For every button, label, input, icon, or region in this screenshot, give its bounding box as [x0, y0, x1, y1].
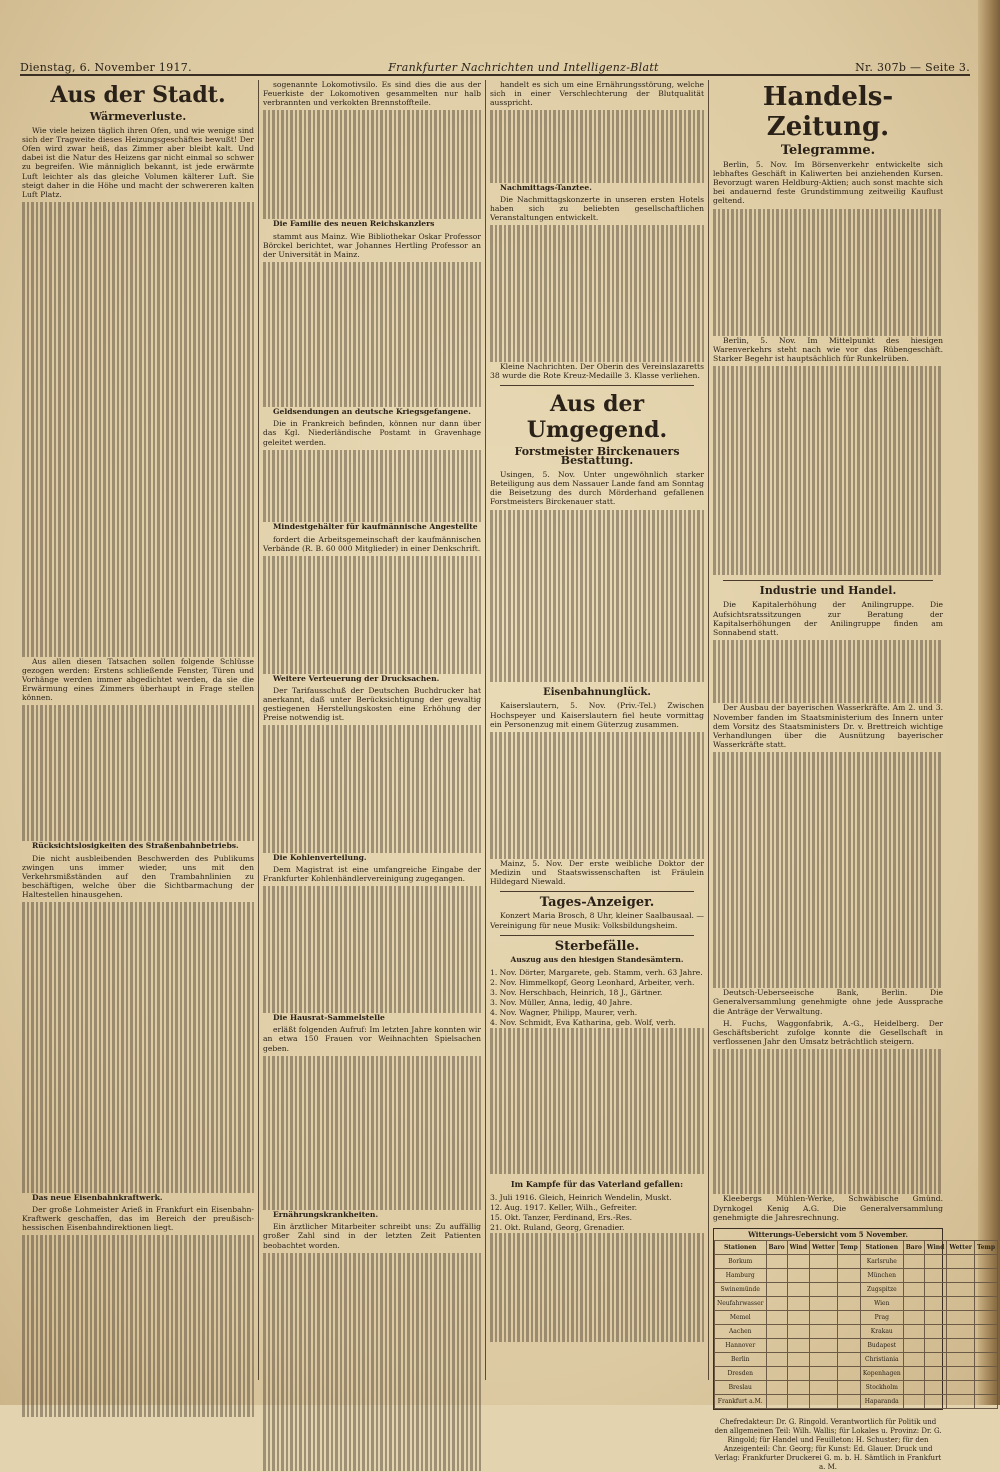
- table-cell: Hannover: [715, 1338, 767, 1352]
- list-item: 3. Nov. Müller, Anna, ledig, 40 Jahre.: [490, 998, 633, 1008]
- table-cell: [837, 1338, 860, 1352]
- article-paragraph: Die in Frankreich befinden, können nur dann über das Kgl. Niederländische Postamt in Gravenhage geleitet werden.: [263, 419, 481, 447]
- article-paragraph: Kleebergs Mühlen-Werke, Schwäbische Gmünd. Dyrnkogel Kenig A.G. Die Generalversammlung genehmigte die Jahresrechnung.: [713, 1194, 943, 1222]
- table-cell: [837, 1380, 860, 1394]
- list-item: 3. Nov. Herschbach, Heinrich, 18 J., Gärtner.: [490, 987, 663, 997]
- table-cell: [787, 1394, 809, 1408]
- table-cell: [947, 1324, 975, 1338]
- article-paragraph: Mainz, 5. Nov. Der erste weibliche Doktor der Medizin und Staatswissenschaften ist Fräulein Hildegard Niewald.: [490, 859, 704, 887]
- table-cell: Stockholm: [860, 1380, 903, 1394]
- table-cell: [924, 1296, 946, 1310]
- list-item: 1. Nov. Dörter, Margarete, geb. Stamm, verh. 63 Jahre.: [490, 967, 703, 977]
- table-cell: [924, 1324, 946, 1338]
- table-cell: [903, 1380, 924, 1394]
- table-cell: [837, 1254, 860, 1268]
- table-cell: [766, 1324, 787, 1338]
- table-cell: [810, 1282, 838, 1296]
- article-title: Eisenbahnunglück.: [543, 687, 651, 699]
- article-paragraph: Aus allen diesen Tatsachen sollen folgende Schlüsse gezogen werden: Erstens schließende Fenster, Türen und Vorhänge werden immer abgedichtet werden, da sie die Erwärmung eines Zimmers überhaupt in Frage stellen können.: [22, 656, 254, 702]
- article-keyword: Die Familie des neuen Reichskanzlers: [273, 219, 435, 229]
- article-keyword: Weitere Verteuerung der Drucksachen.: [273, 673, 440, 683]
- table-cell: [974, 1352, 997, 1366]
- table-cell: [810, 1324, 838, 1338]
- table-cell: [810, 1366, 838, 1380]
- article-keyword: Die Hausrat-Sammelstelle: [273, 1013, 385, 1023]
- article-paragraph: Konzert Maria Brosch, 8 Uhr, kleiner Saalbausaal. — Vereinigung für neue Musik: Volksbildungsheim.: [490, 911, 704, 930]
- table-cell: [766, 1366, 787, 1380]
- table-cell: [974, 1268, 997, 1282]
- filler-text-block: [490, 1028, 704, 1174]
- table-cell: [924, 1310, 946, 1324]
- table-cell: [947, 1380, 975, 1394]
- table-cell: [903, 1338, 924, 1352]
- table-row: [715, 1352, 998, 1366]
- list-item: 3. Juli 1916. Gleich, Heinrich Wendelin, Muskt.: [490, 1192, 672, 1202]
- article-paragraph: [263, 674, 481, 683]
- table-header: Baro: [766, 1240, 787, 1254]
- table-cell: [766, 1338, 787, 1352]
- table-row: [715, 1282, 998, 1296]
- table-cell: [903, 1324, 924, 1338]
- article-paragraph: Kaiserslautern, 5. Nov. (Priv.-Tel.) Zwischen Hochspeyer und Kaiserslautern fiel heute vormittag ein Personenzug mit einem Güterzug zusammen.: [490, 701, 704, 729]
- article-paragraph: [22, 1193, 254, 1202]
- article-keyword: Rücksichtslosigkeiten des Straßenbahnbetriebs.: [32, 841, 239, 851]
- article-keyword: Mindestgehälter für kaufmännische Angestellte: [273, 522, 478, 532]
- filler-text-block: [263, 450, 481, 523]
- table-row: [715, 1296, 998, 1310]
- article-paragraph: [263, 522, 481, 531]
- table-cell: Krakau: [860, 1324, 903, 1338]
- table-cell: Prag: [860, 1310, 903, 1324]
- table-cell: [903, 1254, 924, 1268]
- filler-text-block: [263, 1253, 481, 1471]
- filler-text-block: [713, 752, 943, 988]
- article-keyword: Geldsendungen an deutsche Kriegsgefangene.: [273, 407, 471, 417]
- table-cell: [974, 1254, 997, 1268]
- table-cell: [924, 1254, 946, 1268]
- column-3: [490, 80, 704, 1380]
- table-cell: [787, 1338, 809, 1352]
- filler-text-block: [713, 1049, 943, 1195]
- article-keyword: Ernährungskrankheiten.: [273, 1210, 379, 1220]
- weather-table-grid: [714, 1240, 998, 1409]
- article-keyword: Das neue Eisenbahnkraftwerk.: [32, 1192, 163, 1202]
- table-cell: [947, 1282, 975, 1296]
- article-paragraph: stammt aus Mainz. Wie Bibliothekar Oskar Professor Börckel berichtet, war Johannes Hertling Professor an der Universität in Mainz.: [263, 231, 481, 259]
- list-item: 12. Aug. 1917. Keller, Wilh., Gefreiter.: [490, 1203, 637, 1213]
- table-cell: [837, 1394, 860, 1408]
- table-header: Stationen: [860, 1240, 903, 1254]
- table-cell: [974, 1380, 997, 1394]
- table-cell: [787, 1324, 809, 1338]
- table-cell: [787, 1254, 809, 1268]
- filler-text-block: [22, 1235, 254, 1417]
- column-rule: [708, 80, 709, 1380]
- table-cell: [766, 1394, 787, 1408]
- list-item: 21. Okt. Ruland, Georg, Grenadier.: [490, 1223, 625, 1233]
- article-paragraph: fordert die Arbeitsgemeinschaft der kaufmännischen Verbände (R. B. 60 000 Mitglieder) in einer Denkschrift.: [263, 534, 481, 553]
- table-cell: Wien: [860, 1296, 903, 1310]
- table-row: [715, 1268, 998, 1282]
- table-cell: [947, 1366, 975, 1380]
- filler-text-block: [263, 556, 481, 674]
- table-cell: [787, 1296, 809, 1310]
- table-row: [715, 1254, 998, 1268]
- table-cell: [837, 1310, 860, 1324]
- article-paragraph: Der Tarifausschuß der Deutschen Buchdrucker hat anerkannt, daß unter Berücksichtigung der gewaltig gestiegenen Herstellungskosten eine Erhöhung der Preise notwendig ist.: [263, 686, 481, 723]
- filler-text-block: [263, 262, 481, 408]
- article-paragraph: [263, 219, 481, 228]
- table-cell: [810, 1338, 838, 1352]
- table-cell: [766, 1310, 787, 1324]
- table-cell: [947, 1268, 975, 1282]
- column-1: [22, 80, 254, 1380]
- table-cell: Borkum: [715, 1254, 767, 1268]
- filler-text-block: [263, 725, 481, 852]
- article-paragraph: Deutsch-Ueberseeische Bank, Berlin. Die Generalversammlung genehmigte ohne jede Aussprache die Anträge der Verwaltung.: [713, 988, 943, 1016]
- section-title-handels-zeitung: Handels-Zeitung.: [762, 82, 894, 142]
- table-cell: [947, 1338, 975, 1352]
- table-cell: Memel: [715, 1310, 767, 1324]
- weather-table-title: Witterungs-Uebersicht vom 5 November.: [748, 1229, 908, 1239]
- article-paragraph: Die Kapitalerhöhung der Anilingruppe. Die Aufsichtsratssitzungen zur Beratung der Kapitalserhöhungen der Anilingruppe finden am Sonnabend statt.: [713, 600, 943, 637]
- filler-text-block: [263, 1056, 481, 1211]
- table-cell: [924, 1366, 946, 1380]
- table-cell: [924, 1380, 946, 1394]
- table-cell: [924, 1352, 946, 1366]
- table-cell: [903, 1366, 924, 1380]
- table-header: Wetter: [810, 1240, 838, 1254]
- table-cell: [810, 1296, 838, 1310]
- table-cell: [903, 1394, 924, 1408]
- table-cell: Zugspitze: [860, 1282, 903, 1296]
- table-row: [715, 1324, 998, 1338]
- filler-text-block: [490, 1233, 704, 1342]
- table-header: Temp: [837, 1240, 860, 1254]
- filler-text-block: [22, 202, 254, 657]
- table-cell: [810, 1268, 838, 1282]
- table-cell: Berlin: [715, 1352, 767, 1366]
- table-header: Stationen: [715, 1240, 767, 1254]
- table-cell: [974, 1310, 997, 1324]
- article-paragraph: erläßt folgenden Aufruf: Im letzten Jahre konnten wir an etwa 150 Frauen vor Weihnachten Spielsachen geben.: [263, 1025, 481, 1053]
- table-cell: [947, 1296, 975, 1310]
- article-paragraph: [263, 853, 481, 862]
- table-cell: [787, 1310, 809, 1324]
- article-paragraph: Wie viele heizen täglich ihren Ofen, und wie wenige sind sich der Tragweite dieses Heizungsgeschäftes bewußt! Der Ofen wird zwar heiß, das Zimmer aber bleibt kalt. Und dabei ist die Natur des Heizens gar nicht einmal so schwer zu begreifen. Wie männiglich bekannt, ist jede erwärmte Luft leichter als das gleiche Volumen kälterer Luft. Sie steigt daher in die Höhe und macht der schwereren kalten Luft Platz.: [22, 126, 254, 199]
- table-header: Temp: [974, 1240, 997, 1254]
- section-divider: [500, 891, 694, 892]
- table-cell: Neufahrwasser: [715, 1296, 767, 1310]
- table-cell: [924, 1268, 946, 1282]
- table-cell: Aachen: [715, 1324, 767, 1338]
- article-paragraph: [490, 183, 704, 192]
- section-title-aus-der-stadt: Aus der Stadt.: [50, 82, 226, 108]
- article-paragraph: Die Nachmittagskonzerte in unseren ersten Hotels haben sich zu beliebten gesellschaftlichen Veranstaltungen entwickelt.: [490, 195, 704, 223]
- table-cell: Christiania: [860, 1352, 903, 1366]
- table-cell: [947, 1254, 975, 1268]
- list-item: 2. Nov. Himmelkopf, Georg Leonhard, Arbeiter, verh.: [490, 977, 695, 987]
- page-header: [20, 52, 970, 76]
- article-title-waermeverluste: Wärmeverluste.: [89, 110, 187, 123]
- table-header: Baro: [903, 1240, 924, 1254]
- filler-text-block: [490, 732, 704, 859]
- filler-text-block: [22, 902, 254, 1193]
- column-2: [263, 80, 481, 1380]
- weather-table: [713, 1228, 996, 1410]
- filler-text-block: [22, 705, 254, 841]
- article-title-industrie-und-handel: Industrie und Handel.: [759, 584, 897, 598]
- table-row: [715, 1310, 998, 1324]
- article-paragraph: Berlin, 5. Nov. Im Mittelpunkt des hiesigen Warenverkehrs steht nach wie vor das Rübengeschäft. Starker Begehr ist hauptsächlich für Runkelrüben.: [713, 335, 943, 364]
- table-cell: [766, 1268, 787, 1282]
- article-keyword: Nachmittags-Tanztee.: [500, 183, 592, 193]
- section-divider: [500, 935, 694, 936]
- table-cell: [810, 1254, 838, 1268]
- header-masthead: Frankfurter Nachrichten und Intelligenz-Blatt: [388, 61, 659, 74]
- table-cell: [974, 1324, 997, 1338]
- table-cell: [837, 1366, 860, 1380]
- list-item: 4. Nov. Schmidt, Eva Katharina, geb. Wolf, verh.: [490, 1018, 676, 1028]
- table-cell: [974, 1282, 997, 1296]
- list-item: 15. Okt. Tanzer, Ferdinand, Ers.-Res.: [490, 1213, 633, 1223]
- article-paragraph: Der große Lohmeister Arieß in Frankfurt ein Eisenbahn-Kraftwerk geschaffen, das im Bereich der preußisch-hessischen Eisenbahndirektionen liegt.: [22, 1205, 254, 1233]
- article-paragraph: Der Ausbau der bayerischen Wasserkräfte. Am 2. und 3. November fanden im Staatsministerium des Innern unter dem Vorsitz des Staatsministers Dr. v. Brettreich wichtige Verhandlungen über die Ausnützung bayerischer Wasserkräfte statt.: [713, 703, 943, 749]
- table-cell: [974, 1366, 997, 1380]
- list-item: 4. Nov. Wagner, Philipp, Maurer, verh.: [490, 1008, 638, 1018]
- article-paragraph: Berlin, 5. Nov. Im Börsenverkehr entwickelte sich lebhaftes Geschäft in Kaliwerten bei anziehenden Kursen. Bevorzugt waren Heldburg-Aktien; auch sonst machte sich bei andauernd feste Grundstimmung zeitweilig Kauflust geltend.: [713, 160, 943, 206]
- table-header: Wetter: [947, 1240, 975, 1254]
- article-paragraph: Dem Magistrat ist eine umfangreiche Eingabe der Frankfurter Kohlenhändlervereinigung zugegangen.: [263, 864, 481, 883]
- table-cell: [766, 1296, 787, 1310]
- article-paragraph: handelt es sich um eine Ernährungsstörung, welche sich in einer Verschlechterung der Blutqualität ausspricht.: [490, 80, 704, 108]
- table-cell: [924, 1282, 946, 1296]
- article-paragraph: Die nicht ausbleibenden Beschwerden des Publikums zwingen uns immer wieder, uns mit den Verkehrsmißständen auf den Trambahnlinien zu beschäftigen, welche über die Sichtbarmachung der Haltestellen hinausgehen.: [22, 853, 254, 899]
- table-cell: [903, 1296, 924, 1310]
- filler-text-block: [713, 209, 943, 336]
- table-cell: [974, 1394, 997, 1408]
- column-4: [713, 80, 996, 1471]
- table-cell: Dresden: [715, 1366, 767, 1380]
- article-title: Forstmeister Birckenauers Bestattung.: [514, 445, 680, 468]
- article-paragraph: sogenannte Lokomotivsilo. Es sind dies die aus der Feuerkiste der Lokomotiven gesammelten nur halb verbrannten und verkokten Brennstoffteile.: [263, 80, 481, 108]
- table-cell: [947, 1394, 975, 1408]
- table-cell: [810, 1394, 838, 1408]
- article-title: Tages-Anzeiger.: [539, 895, 655, 911]
- article-paragraph: [22, 841, 254, 850]
- article-paragraph: Usingen, 5. Nov. Unter ungewöhnlich starker Beteiligung aus dem Nassauer Lande fand am Sonntag die Beisetzung des durch Mörderhand gefallenen Forstmeisters Birckenauer statt.: [490, 470, 704, 507]
- article-paragraph: Kleine Nachrichten. Der Oberin des Vereinslazaretts 38 wurde die Rote Kreuz-Medaille 3. Klasse verliehen.: [490, 361, 704, 380]
- section-title-aus-der-umgegend: Aus der Umgegend.: [526, 391, 668, 443]
- table-cell: [837, 1282, 860, 1296]
- imprint: Chefredakteur: Dr. G. Ringold. Verantwortlich für Politik und den allgemeinen Teil: Wilh. Wallis; für Lokales u. Provinz: Dr. G. Ringold; für Handel und Feuilleton: H. Schuster; für den Anzeigenteil: Chr. Georg; für Kunst: Ed. Glauer. Druck und Verlag: Frankfurter Druckerei G. m. b. H. Sämtlich in Frankfurt a. M.: [714, 1417, 942, 1471]
- table-cell: [787, 1268, 809, 1282]
- table-cell: München: [860, 1268, 903, 1282]
- filler-text-block: [490, 225, 704, 361]
- table-header-row: [715, 1240, 998, 1254]
- table-cell: [903, 1268, 924, 1282]
- table-cell: [837, 1296, 860, 1310]
- article-keyword: Die Kohlenverteilung.: [273, 852, 367, 862]
- article-title: Im Kampfe für das Vaterland gefallen:: [510, 1178, 684, 1189]
- page-spine: [978, 0, 1000, 1405]
- table-cell: [837, 1324, 860, 1338]
- table-cell: [974, 1338, 997, 1352]
- column-rule: [485, 80, 486, 1380]
- weather-table-body: [715, 1254, 998, 1408]
- table-cell: [787, 1352, 809, 1366]
- fallen-soldiers-list: [490, 1193, 704, 1232]
- table-cell: Breslau: [715, 1380, 767, 1394]
- table-cell: Budapest: [860, 1338, 903, 1352]
- article-paragraph: H. Fuchs, Waggonfabrik, A.-G., Heidelberg. Der Geschäftsbericht zufolge konnte die Gesellschaft in verflossenen Jahr den Umsatz beträchtlich steigern.: [713, 1018, 943, 1046]
- table-cell: [924, 1338, 946, 1352]
- article-title: Sterbefälle.: [554, 938, 640, 954]
- table-cell: [903, 1310, 924, 1324]
- table-row: [715, 1394, 998, 1408]
- table-cell: [810, 1380, 838, 1394]
- table-cell: [787, 1282, 809, 1296]
- table-cell: Kopenhagen: [860, 1366, 903, 1380]
- filler-text-block: [713, 640, 943, 704]
- death-notices-list: [490, 968, 704, 1028]
- article-paragraph: Ein ärztlicher Mitarbeiter schreibt uns: Zu auffällig großer Zahl sind in der letzten Zeit Patienten beobachtet worden.: [263, 1222, 481, 1250]
- table-cell: [837, 1268, 860, 1282]
- table-row: [715, 1380, 998, 1394]
- table-cell: Swinemünde: [715, 1282, 767, 1296]
- table-cell: [766, 1380, 787, 1394]
- table-cell: Haparanda: [860, 1394, 903, 1408]
- table-cell: [810, 1310, 838, 1324]
- filler-text-block: [263, 886, 481, 1013]
- table-cell: [766, 1254, 787, 1268]
- table-cell: [787, 1366, 809, 1380]
- header-date: Dienstag, 6. November 1917.: [20, 61, 192, 74]
- table-header: Wind: [924, 1240, 946, 1254]
- table-cell: [974, 1296, 997, 1310]
- table-cell: [903, 1282, 924, 1296]
- table-header: Wind: [787, 1240, 809, 1254]
- table-cell: [837, 1352, 860, 1366]
- filler-text-block: [263, 110, 481, 219]
- section-divider: [723, 580, 933, 581]
- filler-text-block: [490, 110, 704, 183]
- table-cell: [924, 1394, 946, 1408]
- table-cell: [766, 1352, 787, 1366]
- article-paragraph: [263, 1210, 481, 1219]
- table-row: [715, 1366, 998, 1380]
- filler-text-block: [490, 510, 704, 683]
- article-subtitle: Auszug aus den hiesigen Standesämtern.: [510, 954, 684, 964]
- table-cell: [787, 1380, 809, 1394]
- table-cell: [903, 1352, 924, 1366]
- article-title-telegramme: Telegramme.: [780, 143, 876, 158]
- table-cell: Karlsruhe: [860, 1254, 903, 1268]
- table-cell: [810, 1352, 838, 1366]
- table-row: [715, 1338, 998, 1352]
- header-issue: Nr. 307b — Seite 3.: [855, 61, 970, 74]
- column-rule: [258, 80, 259, 1380]
- article-paragraph: [263, 1013, 481, 1022]
- table-cell: [766, 1282, 787, 1296]
- article-paragraph: [263, 407, 481, 416]
- table-cell: [947, 1352, 975, 1366]
- filler-text-block: [713, 366, 943, 575]
- section-divider: [500, 385, 694, 386]
- table-cell: Frankfurt a.M.: [715, 1394, 767, 1408]
- table-cell: [947, 1310, 975, 1324]
- table-cell: Hamburg: [715, 1268, 767, 1282]
